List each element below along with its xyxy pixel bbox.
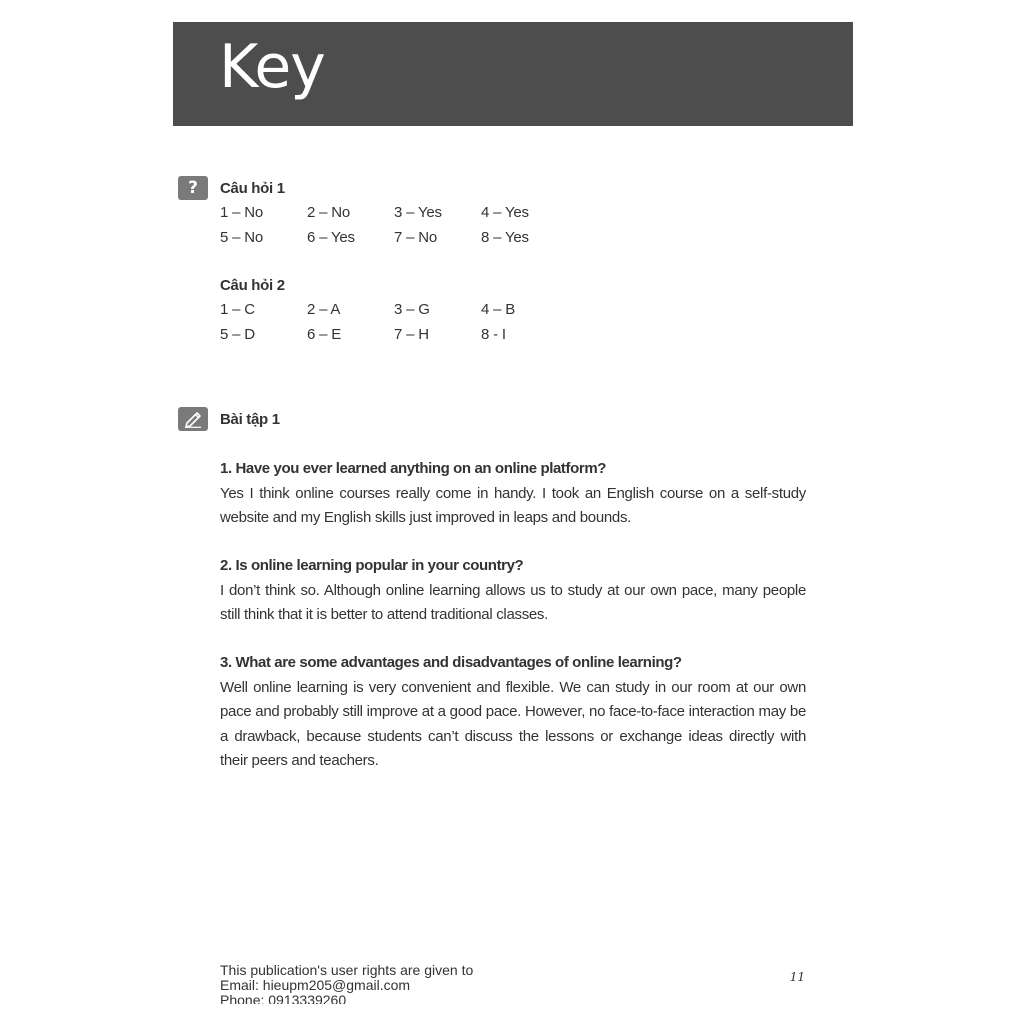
qa-item-1 — [220, 457, 806, 531]
answer-item: 5 – No — [220, 228, 263, 246]
question-text: 3. What are some advantages and disadvantages of online learning? — [220, 654, 682, 671]
phone-line: Phone: 0913339260 — [220, 992, 347, 1004]
answer-item: 6 – E — [307, 325, 342, 343]
answer-item: 2 – No — [307, 204, 350, 221]
answer-grid-cau-hoi-2 — [220, 298, 580, 347]
question-text: 1. Have you ever learned anything on an online platform? — [220, 460, 607, 477]
answer-text: I don’t think so. Although online learning allows us to study at our own pace, many people still think that it is better to attend traditional classes. — [220, 581, 806, 623]
answer-item: 8 – Yes — [481, 228, 529, 246]
answer-text: Well online learning is very convenient and flexible. We can study in our room at our own pace and probably still improve at a good pace. However, no face-to-face interaction may be a drawback, because students can’t discuss the lessons or exchange ideas directly with their peers and teachers. — [220, 678, 806, 769]
page-title: Key — [219, 32, 325, 102]
answer-item: 2 – A — [307, 301, 341, 318]
question-text: 2. Is online learning popular in your country? — [220, 557, 524, 574]
page-number: 11 — [789, 970, 805, 984]
question-mark-icon: ? — [178, 176, 208, 200]
answer-item: 1 – C — [220, 301, 255, 318]
answer-item: 7 – No — [394, 228, 437, 246]
user-rights-notice — [220, 963, 540, 1004]
answer-grid-cau-hoi-1 — [220, 201, 580, 250]
answer-item: 7 – H — [394, 325, 429, 343]
answer-item: 4 – B — [481, 301, 516, 318]
answer-item: 3 – G — [394, 301, 430, 318]
answer-item: 1 – No — [220, 204, 263, 221]
section-title-bai-tap-1: Bài tập 1 — [220, 411, 280, 428]
answer-text: Yes I think online courses really come in handy. I took an English course on a self-study website and my English skills just improved in leaps and bounds. — [220, 484, 806, 526]
answer-item: 8 - I — [481, 325, 506, 343]
answer-item: 4 – Yes — [481, 204, 529, 221]
answer-item: 5 – D — [220, 325, 255, 343]
qa-item-2 — [220, 554, 806, 628]
answer-item: 6 – Yes — [307, 228, 355, 246]
answer-item: 3 – Yes — [394, 204, 442, 221]
section-title-cau-hoi-2: Câu hỏi 2 — [220, 277, 285, 294]
qa-item-3 — [220, 651, 806, 774]
pencil-icon — [178, 407, 208, 431]
section-title-cau-hoi-1: Câu hỏi 1 — [220, 180, 285, 197]
email-line: Email: hieupm205@gmail.com — [220, 977, 411, 993]
header-band — [173, 22, 853, 126]
rights-line: This publication's user rights are given to — [220, 963, 474, 978]
